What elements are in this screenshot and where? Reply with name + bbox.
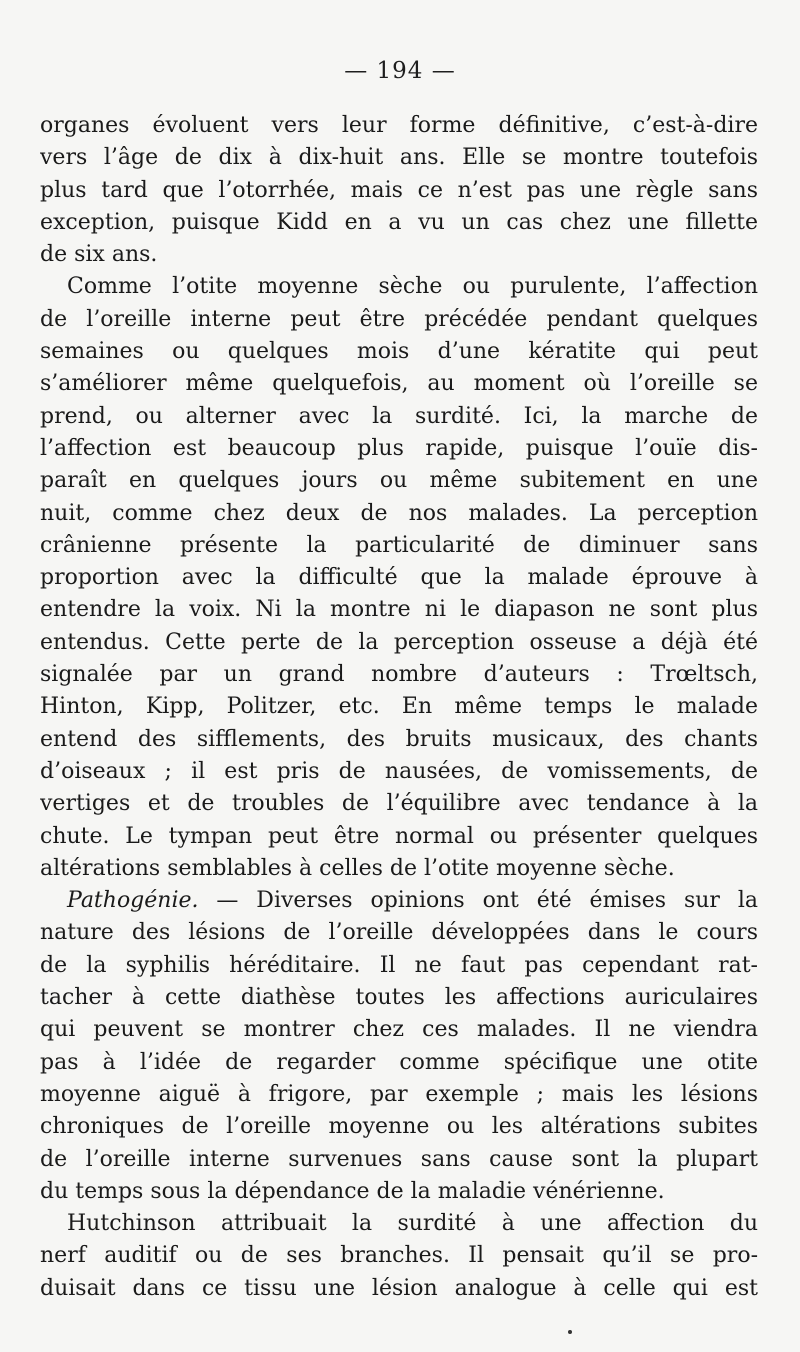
text-line: Hinton, Kipp, Politzer, etc. En même temps le malade — [40, 694, 758, 720]
text-line: nuit, comme chez deux de nos malades. La perception — [40, 500, 758, 526]
text-line: pas à l’idée de regarder comme spécifique une otite — [40, 1049, 758, 1075]
text-line: proportion avec la difficulté que la malade éprouve à — [40, 565, 758, 591]
text-line: de six ans. — [40, 242, 158, 268]
text-line: s’améliorer même quelquefois, au moment où l’oreille se — [40, 371, 758, 397]
text-line: plus tard que l’otorrhée, mais ce n’est pas une règle sans — [40, 177, 758, 203]
section-heading: Pathogénie. — [67, 888, 199, 914]
text-line: organes évoluent vers leur forme définitive, c’est-à-dire — [40, 113, 758, 138]
text-line: de la syphilis héréditaire. Il ne faut pas cependant rat- — [40, 952, 758, 978]
text-line: signalée par un grand nombre d’auteurs : Trœltsch, — [40, 662, 758, 688]
text-line: altérations semblables à celles de l’otite moyenne sèche. — [40, 855, 675, 881]
ink-speck — [568, 1330, 572, 1334]
text-line: de l’oreille interne peut être précédée pendant quelques — [40, 306, 758, 332]
text-line: chroniques de l’oreille moyenne ou les altérations subites — [40, 1114, 758, 1140]
text-line: chute. Le tympan peut être normal ou présenter quelques — [40, 823, 758, 849]
text-line: vers l’âge de dix à dix-huit ans. Elle se montre toutefois — [40, 145, 758, 171]
page-number: — 194 — — [344, 58, 456, 84]
text-line: entendre la voix. Ni la montre ni le diapason ne sont plus — [40, 597, 758, 623]
text-line: entend des sifflements, des bruits musicaux, des chants — [40, 726, 758, 752]
text-line: qui peuvent se montrer chez ces malades. Il ne viendra — [40, 1017, 758, 1043]
text-line: Hutchinson attribuait la surdité à une affection du — [67, 1211, 758, 1237]
text-line: Comme l’otite moyenne sèche ou purulente, l’affection — [67, 274, 758, 300]
text-line: nerf auditif ou de ses branches. Il pensait qu’il se pro- — [40, 1243, 758, 1269]
text-line: paraît en quelques jours ou même subitement en une — [40, 468, 758, 494]
text-line: crânienne présente la particularité de diminuer sans — [40, 532, 758, 558]
text-line: moyenne aiguë à frigore, par exemple ; mais les lésions — [40, 1081, 758, 1107]
text-line: exception, puisque Kidd en a vu un cas chez une fillette — [40, 209, 758, 235]
text-line-rest: — Diverses opinions ont été émises sur la — [198, 888, 758, 914]
text-line: l’affection est beaucoup plus rapide, puisque l’ouïe dis- — [40, 435, 758, 461]
text-line: tacher à cette diathèse toutes les affections auriculaires — [40, 985, 758, 1011]
text-line: entendus. Cette perte de la perception osseuse a déjà été — [40, 629, 758, 655]
text-line: d’oiseaux ; il est pris de nausées, de vomissements, de — [40, 758, 758, 784]
text-line — [40, 885, 758, 917]
text-line: duisait dans ce tissu une lésion analogue à celle qui est — [40, 1275, 758, 1301]
text-line: de l’oreille interne survenues sans cause sont la plupart — [40, 1146, 758, 1172]
body-text — [40, 110, 758, 1305]
text-line: nature des lésions de l’oreille développées dans le cours — [40, 920, 758, 946]
text-line: semaines ou quelques mois d’une kératite qui peut — [40, 339, 758, 365]
text-line: prend, ou alterner avec la surdité. Ici, la marche de — [40, 403, 758, 429]
text-line: du temps sous la dépendance de la maladie vénérienne. — [40, 1178, 665, 1204]
text-line: vertiges et de troubles de l’équilibre avec tendance à la — [40, 791, 758, 817]
